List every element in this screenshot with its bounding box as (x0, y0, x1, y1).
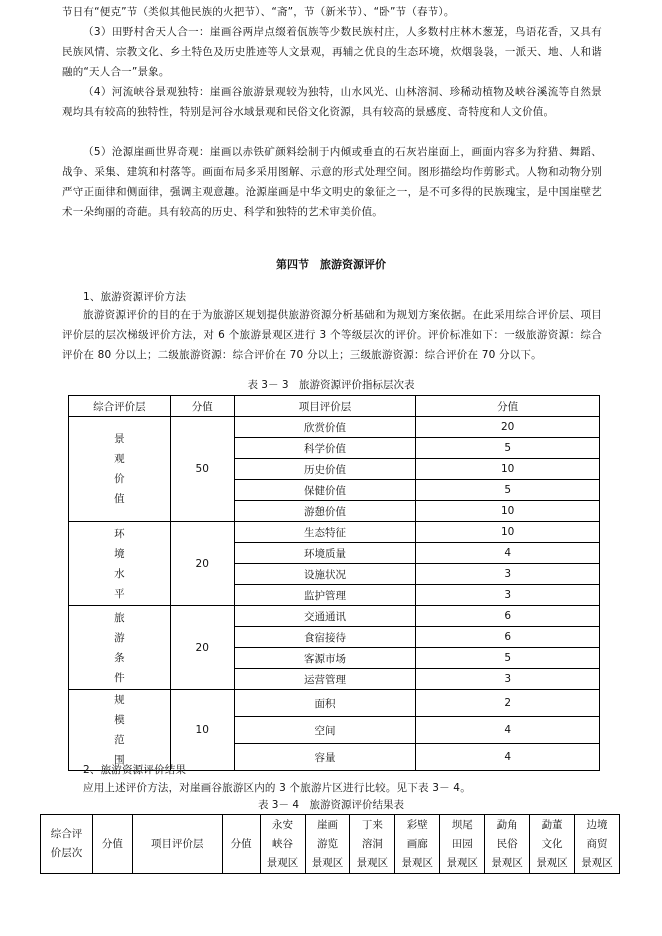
t1-item-score: 5 (416, 648, 600, 669)
t1-group-score: 50 (170, 417, 234, 522)
t1-item-score: 3 (416, 669, 600, 690)
paragraph-festivals: 节日有“便克”节（类似其他民族的火把节）、“斋”，节（新米节）、“卧”节（春节）。 (62, 6, 455, 18)
t1-item-score: 4 (416, 543, 600, 564)
t1-group-score: 10 (170, 690, 234, 771)
t2-header-cell: 分值 (92, 815, 132, 874)
t1-item-name: 空间 (234, 717, 416, 744)
t1-group-score: 20 (170, 522, 234, 606)
t1-item-name: 游憩价值 (234, 501, 416, 522)
t2-header-cell: 项目评价层 (132, 815, 222, 874)
t1-item-score: 6 (416, 606, 600, 627)
t1-group-name: 规 模 范 围 (69, 690, 171, 771)
t1-item-name: 科学价值 (234, 438, 416, 459)
t1-header-score: 分值 (170, 396, 234, 417)
t1-item-score: 4 (416, 717, 600, 744)
t1-item-score: 3 (416, 564, 600, 585)
t1-row (69, 417, 600, 438)
t1-group-name: 环 境 水 平 (69, 522, 171, 606)
method-body: 旅游资源评价的目的在于为旅游区规划提供旅游资源分析基础和为规划方案依据。在此采用综合评价层、项目评价层的层次梯级评价方法，对 6 个旅游景观区进行 3 个等级层次的评价。评价标准如下：一级旅游资源：综合评价在 80 分以上；二级旅游资源：综合评价在 70 分以上；三级旅游资源：综合评价在 70 分以下。 (62, 309, 602, 361)
evaluation-index-table (68, 395, 600, 771)
t1-item-name: 食宿接待 (234, 627, 416, 648)
t1-item-score: 3 (416, 585, 600, 606)
paragraph-rock-paintings: （5）沧源崖画世界奇观：崖画以赤铁矿颜料绘制于内倾或垂直的石灰岩崖面上，画面内容多为狩猎、舞蹈、战争、采集、建筑和村落等。画面布局多采用图解、示意的形式处理空间。图形描绘均作剪影式。人物和动物分别严守正面律和侧面律，强调主观意趣。沧源崖画是中华文明史的象征之一，是不可多得的民族瑰宝，是中国崖壁艺术一朵绚丽的奇葩。具有较高的历史、科学和独特的艺术审美价值。 (62, 146, 602, 218)
t2-header-cell: 勐董 文化 景观区 (530, 815, 575, 874)
t2-header-row (41, 815, 620, 874)
t2-header-cell: 丁来 溶洞 景观区 (350, 815, 395, 874)
t2-header-cell: 分值 (222, 815, 260, 874)
t2-header-cell: 坝尾 田园 景观区 (440, 815, 485, 874)
t1-header-item-score: 分值 (416, 396, 600, 417)
t1-item-name: 容量 (234, 744, 416, 771)
t1-group-name: 旅 游 条 件 (69, 606, 171, 690)
t1-item-name: 面积 (234, 690, 416, 717)
t1-header-item: 项目评价层 (234, 396, 416, 417)
t1-item-score: 4 (416, 744, 600, 771)
t2-header-cell: 彩壁 画廊 景观区 (395, 815, 440, 874)
t1-item-score: 10 (416, 522, 600, 543)
paragraph-villages: （3）田野村舍天人合一：崖画谷两岸点缀着佤族等少数民族村庄，人多数村庄林木葱茏，鸟语花香，又具有民族风情、宗教文化、乡土特色及历史胜迹等人文景观，再辅之优良的生态环境，炊烟袅袅，一派天、地、人和谐融的“天人合一”景象。 (62, 26, 602, 78)
t1-group-score: 20 (170, 606, 234, 690)
t1-item-score: 2 (416, 690, 600, 717)
t1-header-composite: 综合评价层 (69, 396, 171, 417)
t1-item-name: 设施状况 (234, 564, 416, 585)
t1-item-name: 交通通讯 (234, 606, 416, 627)
evaluation-result-table (40, 814, 620, 874)
section-heading: 第四节 旅游资源评价 (276, 258, 386, 271)
t1-item-name: 监护管理 (234, 585, 416, 606)
table1-caption: 表 3－ 3 旅游资源评价指标层次表 (247, 379, 415, 391)
t2-header-cell: 勐角 民俗 景观区 (485, 815, 530, 874)
table2-caption: 表 3－ 4 旅游资源评价结果表 (257, 799, 405, 811)
paragraph-river-valley: （4）河流峡谷景观独特：崖画谷旅游景观较为独特，山水风光、山林溶洞、珍稀动植物及峡谷溪流等自然景观均具有较高的独特性，特别是河谷水域景观和民俗文化资源，具有较高的景感度、奇特度和人文价值。 (62, 86, 602, 118)
t1-item-name: 保健价值 (234, 480, 416, 501)
t2-header-cell: 综合评 价层次 (41, 815, 93, 874)
t1-group-name: 景 观 价 值 (69, 417, 171, 522)
method-title: 1、旅游资源评价方法 (83, 291, 187, 303)
t1-row (69, 522, 600, 543)
t1-item-name: 环境质量 (234, 543, 416, 564)
results-body: 应用上述评价方法，对崖画谷旅游区内的 3 个旅游片区进行比较。见下表 3－ 4。 (83, 782, 471, 794)
t1-item-score: 5 (416, 438, 600, 459)
t1-body (69, 417, 600, 771)
t1-item-name: 历史价值 (234, 459, 416, 480)
t2-header-cell: 永安 峡谷 景观区 (260, 815, 305, 874)
t1-item-name: 运营管理 (234, 669, 416, 690)
t1-row (69, 690, 600, 717)
t1-item-score: 5 (416, 480, 600, 501)
t2-header-cell: 边境 商贸 景观区 (575, 815, 620, 874)
t1-item-score: 20 (416, 417, 600, 438)
t1-item-score: 10 (416, 459, 600, 480)
t2-header-cell: 崖画 游览 景观区 (305, 815, 350, 874)
t1-item-name: 欣赏价值 (234, 417, 416, 438)
t1-row (69, 606, 600, 627)
t1-item-score: 10 (416, 501, 600, 522)
t1-item-name: 生态特征 (234, 522, 416, 543)
t1-item-name: 客源市场 (234, 648, 416, 669)
results-title: 2、旅游资源评价结果 (83, 764, 187, 776)
t1-item-score: 6 (416, 627, 600, 648)
